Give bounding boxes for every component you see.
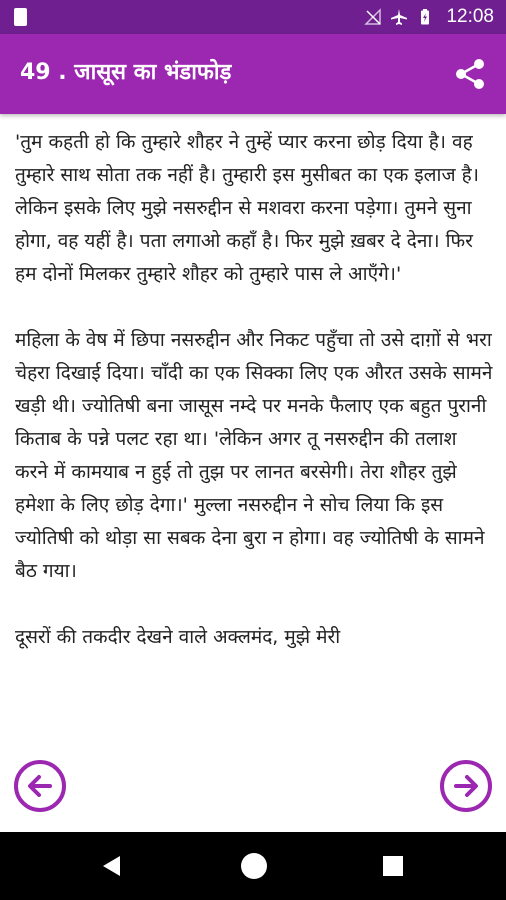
arrow-left-icon [25,771,55,801]
battery-charging-icon [416,8,434,26]
home-icon[interactable] [241,853,267,879]
no-signal-icon [364,8,382,26]
paragraph: 'तुम कहती हो कि तुम्हारे शौहर ने तुम्हें प्यार करना छोड़ दिया है। वह तुम्हारे साथ सोता तक नहीं है। तुम्हारी इस मुसीबत का एक इलाज है। लेकिन इसके लिए मुझे नसरुद्दीन से मशवरा करना पड़ेगा। तुमने सुना होगा, वह यहीं है। पता लगाओ कहाँ है। फिर मुझे ख़बर दे देना। फिर हम दोनों मिलकर तुम्हारे शौहर को तुम्हारे पास ले आएँगे।' [15,131,479,285]
paragraph: दूसरों की तकदीर देखने वाले अक्लमंद, मुझे मेरी [15,626,341,648]
status-bar [0,0,506,34]
recent-apps-icon[interactable] [383,856,403,876]
previous-button[interactable] [14,760,66,812]
arrow-right-icon [451,771,481,801]
back-icon[interactable] [100,854,124,878]
app-bar [0,34,506,114]
paragraph: महिला के वेष में छिपा नसरुद्दीन और निकट पहुँचा तो उसे दाग़ों से भरा चेहरा दिखाई दिया। चाँदी का एक सिक्का लिए एक औरत उसके सामने खड़ी थी। ज्योतिषी बना जासूस नम्दे पर मनके फैलाए एक बहुत पुरानी किताब के पन्ने पलट रहा था। 'लेकिन अगर तू नसरुद्दीन की तलाश करने में कामयाब न हुई तो तुझ पर लानत बरसेगी। तेरा शौहर तुझे हमेशा के लिए छोड़ देगा।' मुल्ला नसरुद्दीन ने सोच लिया कि इस ज्योतिषी को थोड़ा सा सबक देना बुरा न होगा। वह ज्योतिषी के सामने बैठ गया। [15,329,493,582]
clock: 12:08 [446,6,494,27]
share-icon[interactable] [452,56,488,92]
system-navigation-bar [0,832,506,900]
next-button[interactable] [440,760,492,812]
status-icons [364,0,494,34]
page-title: 49 . जासूस का भंडाफोड़ [20,60,232,85]
airplane-icon [390,8,408,26]
story-text[interactable] [15,126,493,831]
sim-card-icon [14,8,27,26]
